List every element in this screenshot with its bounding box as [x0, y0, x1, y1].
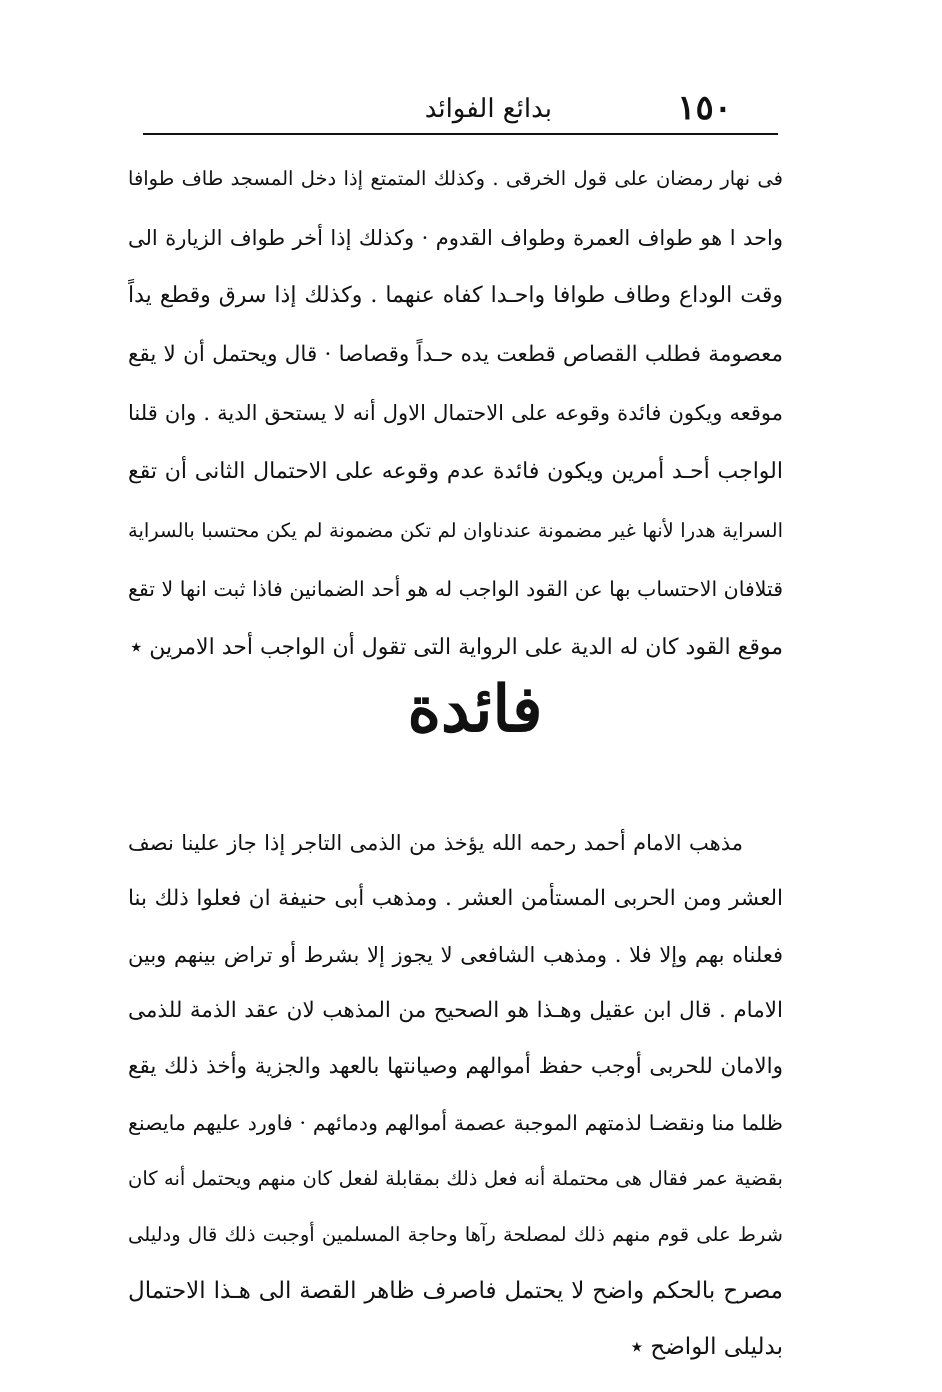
text-line: فعلناه بهم وإلا فلا . ومذهب الشافعى لا يجوز إلا بشرط أو تراض بينهم وبين	[128, 943, 783, 967]
page-header	[140, 88, 780, 132]
header-rule	[143, 133, 778, 135]
text-line: شرط على قوم منهم ذلك لمصلحة رآها وحاجة المسلمين أوجبت ذلك قال ودليلى	[128, 1223, 783, 1246]
section-1-text	[128, 150, 783, 677]
text-line: قتلافان الاحتساب بها عن القود الواجب له هو أحد الضمانين فاذا ثبت انها لا تقع	[128, 577, 783, 602]
text-line: بقضية عمر فقال هى محتملة أنه فعل ذلك بمقابلة لفعل كان منهم ويحتمل أنه كان	[128, 1167, 783, 1190]
text-line: ظلما منا ونقضـا لذمتهم الموجبة عصمة أموالهم ودمائهم · فاورد عليهم مايصنع	[128, 1111, 783, 1135]
text-line: مذهب الامام أحمد رحمه الله يؤخذ من الذمى التاجر إذا جاز علينا نصف	[128, 831, 743, 855]
text-line: موقع القود كان له الدية على الرواية التى تقول أن الواجب أحد الامرين ٭	[130, 634, 783, 660]
text-line: واحد ا هو طواف العمرة وطواف القدوم · وكذلك إذا أخر طواف الزيارة الى	[128, 225, 783, 250]
text-line: الواجب أحـد أمرين ويكون فائدة عدم وقوعه على الاحتمال الثانى أن تقع	[128, 458, 783, 484]
text-line: العشر ومن الحربى المستأمن العشر . ومذهب أبى حنيفة ان فعلوا ذلك بنا	[128, 886, 783, 911]
text-line: موقعه ويكون فائدة وقوعه على الاحتمال الاول أنه لا يستحق الدية . وان قلنا	[128, 401, 783, 426]
text-line: والامان للحربى أوجب حفظ أموالهم وصيانتها بالعهد والجزية وأخذ ذلك يقع	[128, 1054, 783, 1079]
text-line: وقت الوداع وطاف طوافا واحـدا كفاه عنهما . وكذلك إذا سرق وقطع يداً	[128, 283, 783, 309]
section-heading: فائدة	[407, 672, 543, 747]
text-line: السراية هدرا لأنها غير مضمونة عندناوان لم تكن مضمونة لم يكن محتسبا بالسراية	[128, 518, 783, 542]
text-line: مصرح بالحكم واضح لا يحتمل فاصرف ظاهر القصة الى هـذا الاحتمال	[128, 1278, 783, 1304]
text-line: بدليلى الواضح ٭	[630, 1334, 783, 1360]
text-line: فى نهار رمضان على قول الخرقى . وكذلك المتمتع إذا دخل المسجد طاف طوافا	[128, 167, 783, 190]
text-line: معصومة فطلب القصاص قطعت يده حـداً وقصاصا · قال ويحتمل أن لا يقع	[128, 341, 783, 367]
text-line: الامام . قال ابن عقيل وهـذا هو الصحيح من المذهب لان عقد الذمة للذمى	[128, 998, 783, 1023]
section-2-text	[128, 815, 783, 1375]
running-title: بدائع الفوائد	[424, 94, 552, 124]
page-number: ١٥٠	[677, 88, 732, 128]
